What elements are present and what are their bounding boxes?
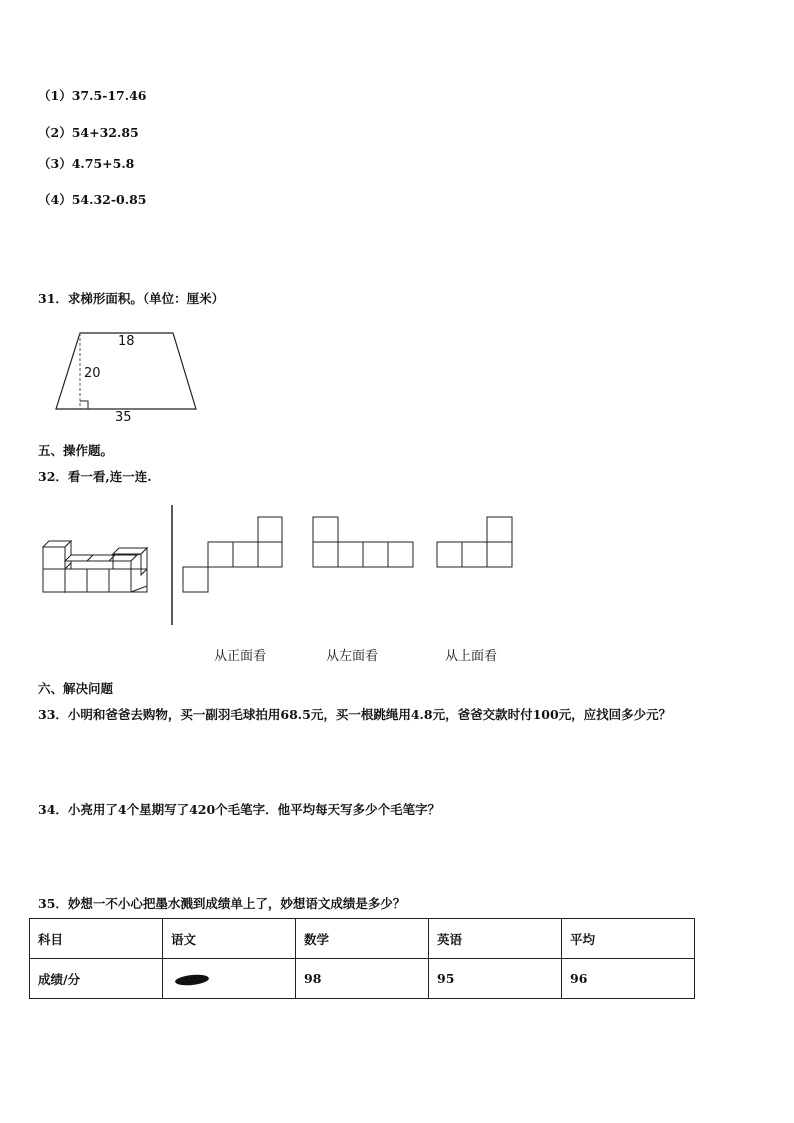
divider-line: [171, 505, 175, 627]
trapezoid-bottom-label: 35: [115, 410, 132, 425]
row-label-cell: 成绩/分: [30, 959, 163, 999]
section-5-heading: 五、操作题。: [38, 443, 114, 458]
cube-solid-figure: [40, 538, 160, 598]
q31-title: 31．求梯形面积。（单位：厘米）: [38, 291, 225, 306]
table-header-row: [30, 919, 695, 959]
table-row: [30, 959, 695, 999]
table-cell: 96: [562, 959, 695, 999]
view-label-front: 从正面看: [214, 649, 267, 664]
table-header-cell: 平均: [562, 919, 695, 959]
table-header-cell: 英语: [429, 919, 562, 959]
table-header-cell: 科目: [30, 919, 163, 959]
table-cell: 98: [296, 959, 429, 999]
q33-text: 33．小明和爸爸去购物，买一副羽毛球拍用68.5元，买一根跳绳用4.8元，爸爸交款时付100元，应找回多少元？: [38, 707, 672, 722]
q30-item-4: （4）54.32-0.85: [38, 192, 147, 207]
q30-item-2: （2）54+32.85: [38, 125, 139, 140]
q30-item-3: （3）4.75+5.8: [38, 156, 135, 171]
view-label-left: 从左面看: [326, 649, 379, 664]
q34-text: 34．小亮用了4个星期写了420个毛笔字．他平均每天写多少个毛笔字？: [38, 802, 441, 817]
view-shape-3: [436, 516, 514, 571]
view-shape-2: [312, 516, 414, 571]
q30-item-1: （1）37.5-17.46: [38, 88, 147, 103]
q35-title: 35．妙想一不小心把墨水溅到成绩单上了，妙想语文成绩是多少？: [38, 896, 406, 911]
table-header-cell: 语文: [163, 919, 296, 959]
table-header-cell: 数学: [296, 919, 429, 959]
view-label-top: 从上面看: [445, 649, 498, 664]
ink-blot-cell: [163, 959, 296, 999]
table-cell: 95: [429, 959, 562, 999]
section-6-heading: 六、解决问题: [38, 681, 114, 696]
view-shape-1: [182, 516, 282, 596]
score-table: [29, 918, 695, 999]
ink-blot-icon: [175, 973, 210, 986]
trapezoid-top-label: 18: [118, 334, 135, 349]
trapezoid-height-label: 20: [84, 366, 101, 381]
q32-title: 32．看一看,连一连.: [38, 469, 152, 484]
